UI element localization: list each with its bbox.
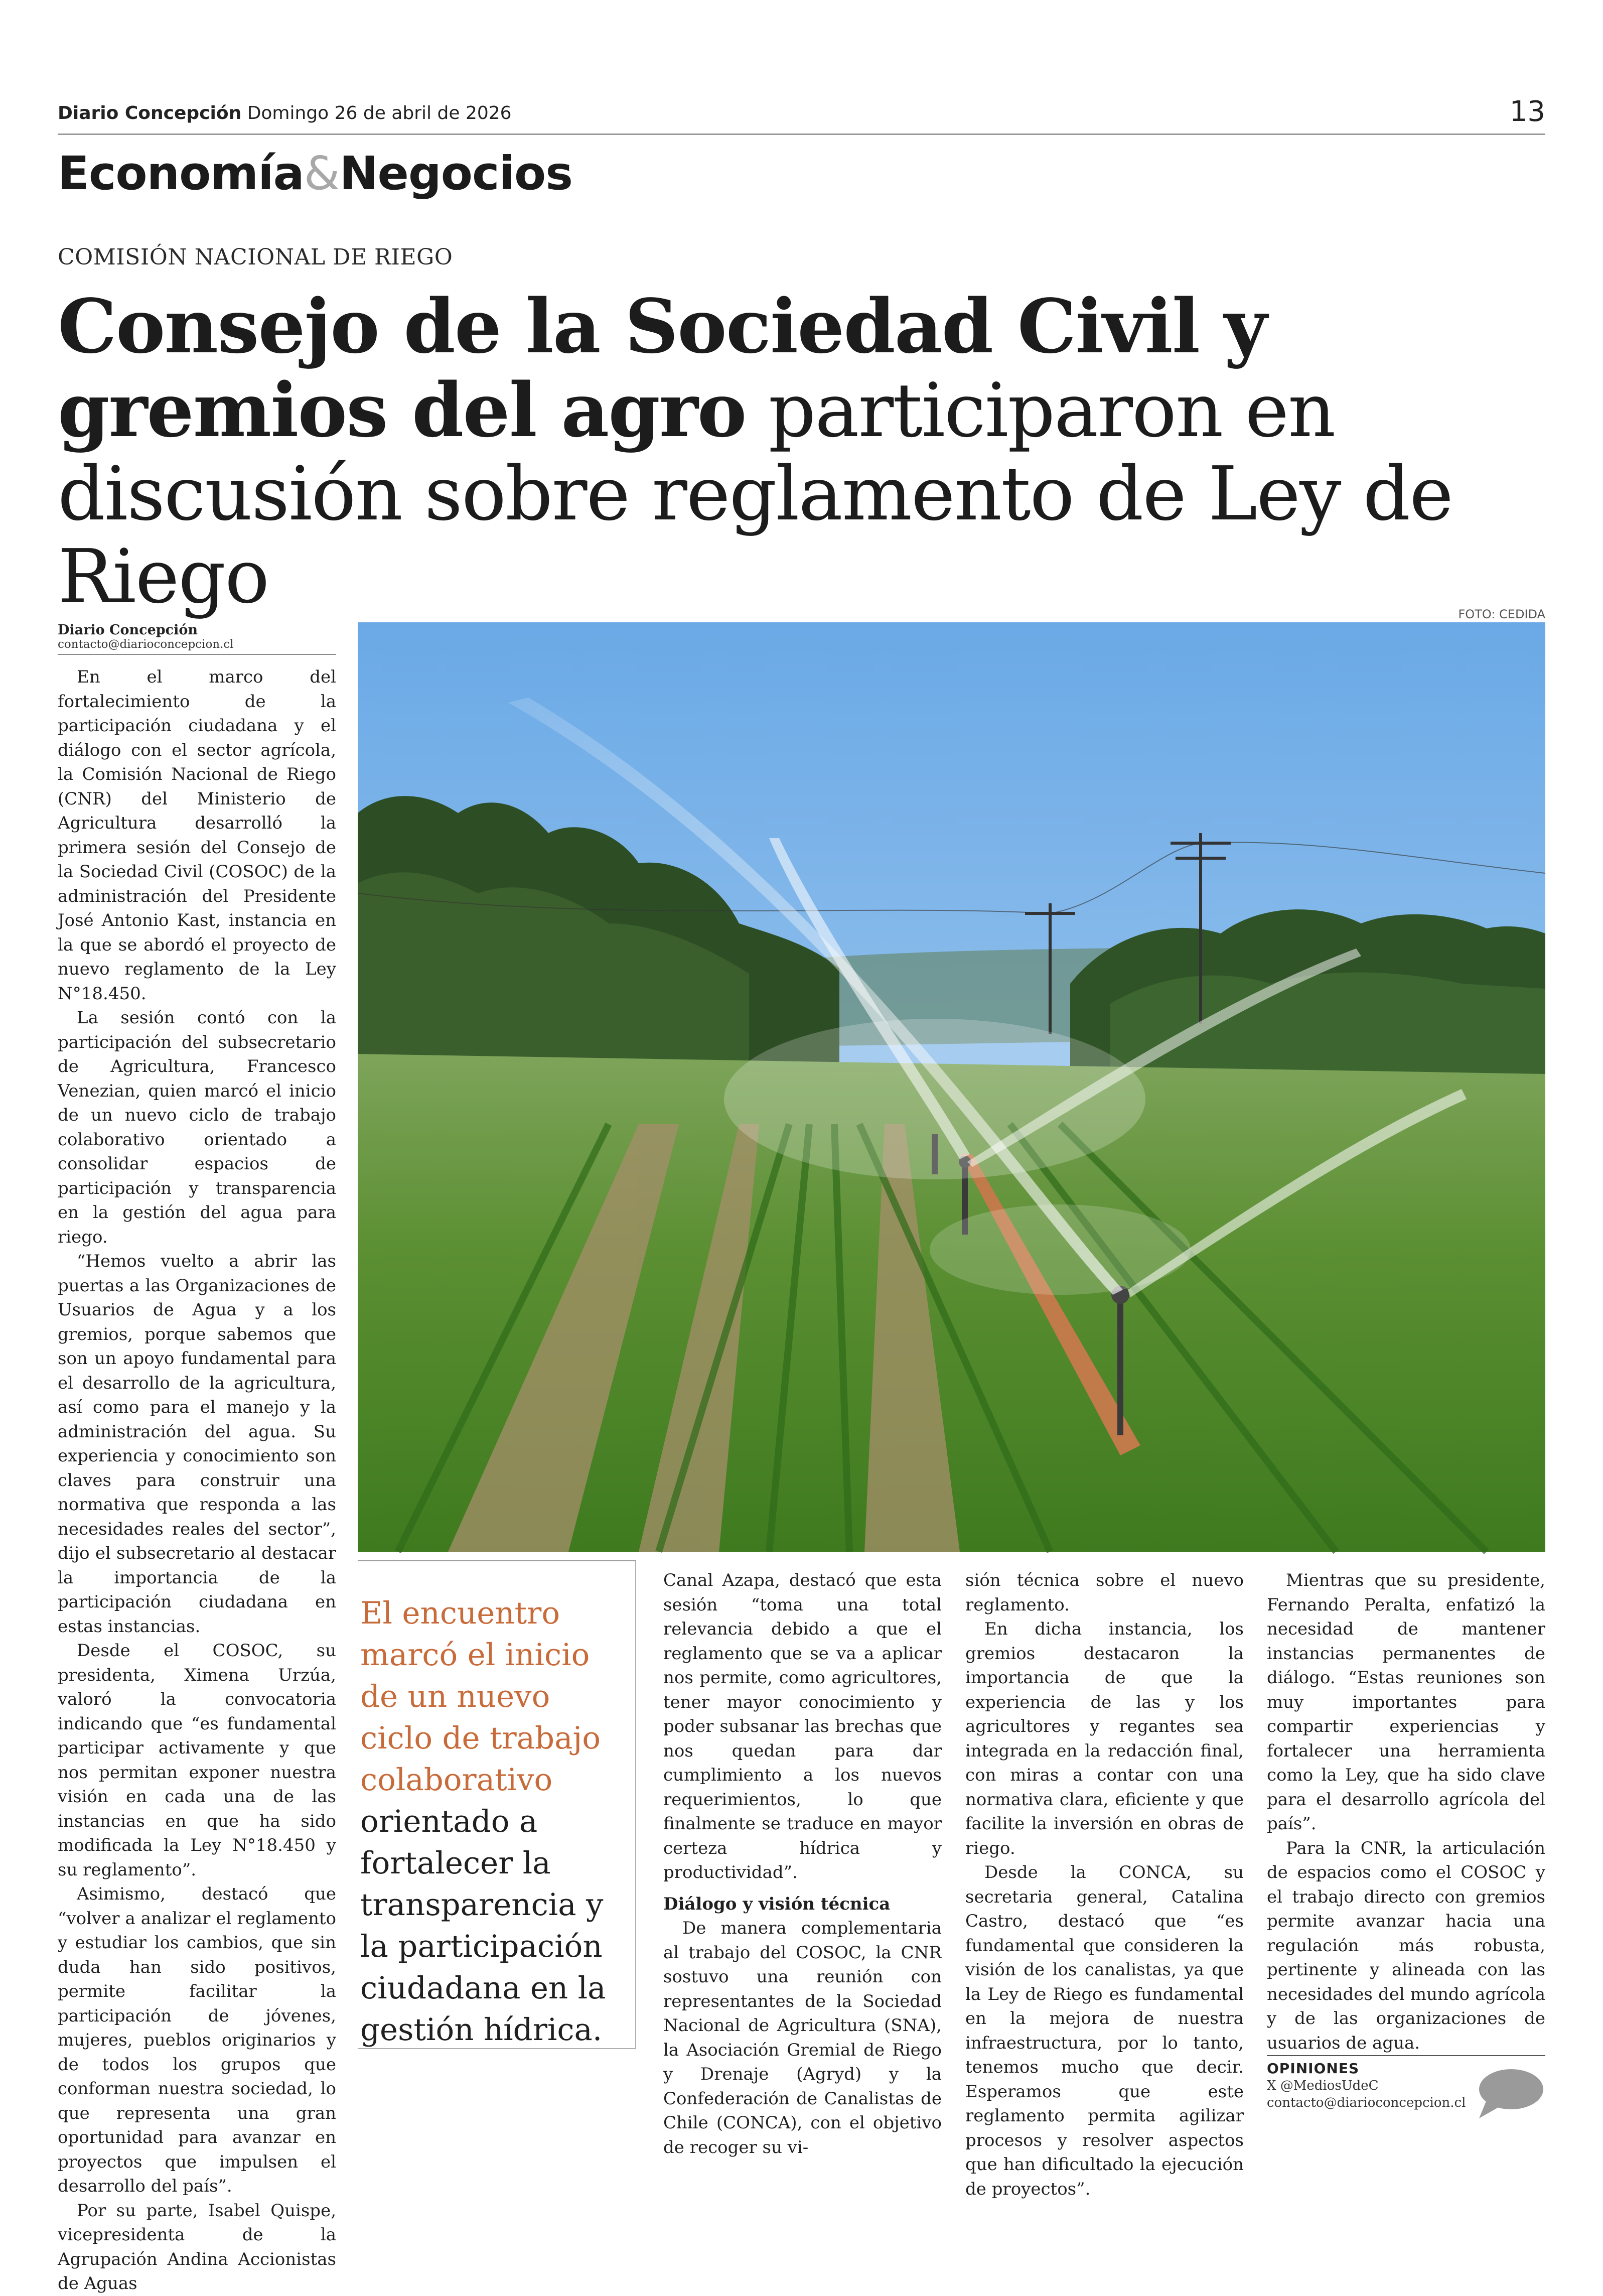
opinions-box [1267,2055,1545,2111]
opinions-title: OPINIONES [1267,2060,1360,2077]
paragraph: sión técnica sobre el nuevo reglamento. [965,1570,1244,1615]
byline-author: Diario Concepción [58,622,198,638]
article-kicker: COMISIÓN NACIONAL DE RIEGO [58,244,453,270]
photo-credit: FOTO: CEDIDA [1458,607,1545,621]
article-column-5 [1267,1568,1545,2058]
paragraph: Por su parte, Isabel Quispe, vicepresidenta de la Agrupación Andina Accionistas de Aguas [58,2200,336,2293]
paragraph: Asimismo, destacó que “volver a analizar el reglamento y estudiar los cambios, que sin duda han sido positivos, permite facilitar la participación de jóvenes, mujeres, pueblos originarios y de todos los grupos que conforman nuestra sociedad, lo que representa una gran oportunidad para avanzar en proyectos que impulsen el desarrollo del país”. [58,1884,336,2196]
article-column-1 [58,665,336,2293]
pull-quote [358,1560,636,2049]
paragraph: En dicha instancia, los gremios destacaron la importancia de que la experiencia de las y los agricultores y regantes sea integrada en la redacción final, con miras a contar con una normativa clara, eficiente y que facilite la inversión en obras de riego. [965,1619,1244,1858]
byline [58,622,336,655]
headline-bold: Consejo de la Sociedad Civil y gremios del agro [58,283,1266,454]
section-title-part1: Economía [58,147,304,200]
paragraph: Canal Azapa, destacó que esta sesión “toma una total relevancia debido a que el reglamento que se va a aplicar nos permite, como agricultores, tener mayor conocimiento y poder subsanar las brechas que nos quedan para dar cumplimiento a los nuevos requerimientos, lo que finalmente se traduce en mayor certeza hídrica y productividad”. [663,1570,942,1882]
masthead [58,103,512,123]
paragraph: Desde el COSOC, su presidenta, Ximena Urzúa, valoró la convocatoria indicando que “es fundamental participar activamente y que nos permitan exponer nuestra visión en cada una de las instancias en que ha sido modificada la Ley N°18.450 y su reglamento”. [58,1641,336,1880]
section-title-ampersand: & [304,147,340,200]
paragraph: De manera complementaria al trabajo del COSOC, la CNR sostuvo una reunión con representantes de la Sociedad Nacional de Agricultura (SNA), la Asociación Gremial de Riego y Drenaje (Agryd) y la Confederación de Canalistas de Chile (CONCA), con el objetivo de recoger su vi- [663,1918,942,2157]
opinions-email: contacto@diarioconcepcion.cl [1267,2095,1466,2110]
irrigation-field-photo [358,622,1545,1552]
pull-quote-highlight: El encuentro marcó el inicio de un nuevo ciclo de trabajo colaborativo [360,1595,601,1798]
article-headline [58,285,1553,619]
headline-regular: participaron en discusión sobre reglamento de Ley de Riego [58,367,1452,620]
header-divider [58,133,1545,135]
section-title [58,147,572,200]
pull-quote-rest: orientado a fortalecer la transparencia y la participación ciudadana en la gestión hídrica. [360,1804,606,2048]
byline-email: contacto@diarioconcepcion.cl [58,638,234,651]
opinions-x-handle: X @MediosUdeC [1267,2078,1379,2093]
article-subhead: Diálogo y visión técnica [663,1894,891,1914]
article-photo [358,622,1545,1552]
speech-bubble-icon [1475,2066,1545,2121]
paragraph: Mientras que su presidente, Fernando Peralta, enfatizó la necesidad de mantener instancias permanentes de diálogo. “Estas reuniones son muy importantes para compartir experiencias y fortalecer una herramienta como la Ley, que ha sido clave para el desarrollo agrícola del país”. [1267,1570,1545,1834]
paragraph: La sesión contó con la participación del subsecretario de Agricultura, Francesco Venezian, quien marcó el inicio de un nuevo ciclo de trabajo colaborativo orientado a consolidar espacios de participación y transparencia en la gestión del agua para riego. [58,1008,336,1247]
issue-date: Domingo 26 de abril de 2026 [247,103,512,123]
paragraph: Para la CNR, la articulación de espacios como el COSOC y el trabajo directo con gremios permite avanzar hacia una regulación más robusta, pertinente y alineada con las necesidades del mundo agrícola y de las organizaciones de usuarios de agua. [1267,1838,1545,2053]
article-column-4 [965,1568,1244,2199]
paragraph: En el marco del fortalecimiento de la participación ciudadana y el diálogo con el sector agrícola, la Comisión Nacional de Riego (CNR) del Ministerio de Agricultura desarrolló la primera sesión del Consejo de la Sociedad Civil (COSOC) de la administración del Presidente José Antonio Kast, instancia en la que se abordó el proyecto de nuevo reglamento de la Ley N°18.450. [58,667,336,1004]
page-number: 13 [1509,95,1545,128]
publication-name: Diario Concepción [58,103,242,123]
paragraph: Desde la CONCA, su secretaria general, Catalina Castro, destacó que “es fundamental que consideren la visión de los canalistas, ya que la Ley de Riego es fundamental en la mejora de nuestra infraestructura, por lo tanto, tenemos mucho que decir. Esperamos que este reglamento permita agilizar procesos y resolver aspectos que han dificultado la ejecución de proyectos”. [965,1862,1244,2199]
section-title-part2: Negocios [339,147,573,200]
article-column-3 [663,1568,942,2157]
paragraph: “Hemos vuelto a abrir las puertas a las Organizaciones de Usuarios de Agua y a los gremios, porque sabemos que son un apoyo fundamental para el desarrollo de la agricultura, así como para el manejo y la administración del agua. Su experiencia y conocimiento son claves para construir una normativa que responda a las necesidades reales del sector”, dijo el subsecretario al destacar la importancia de la participación ciudadana en estas instancias. [58,1251,336,1637]
